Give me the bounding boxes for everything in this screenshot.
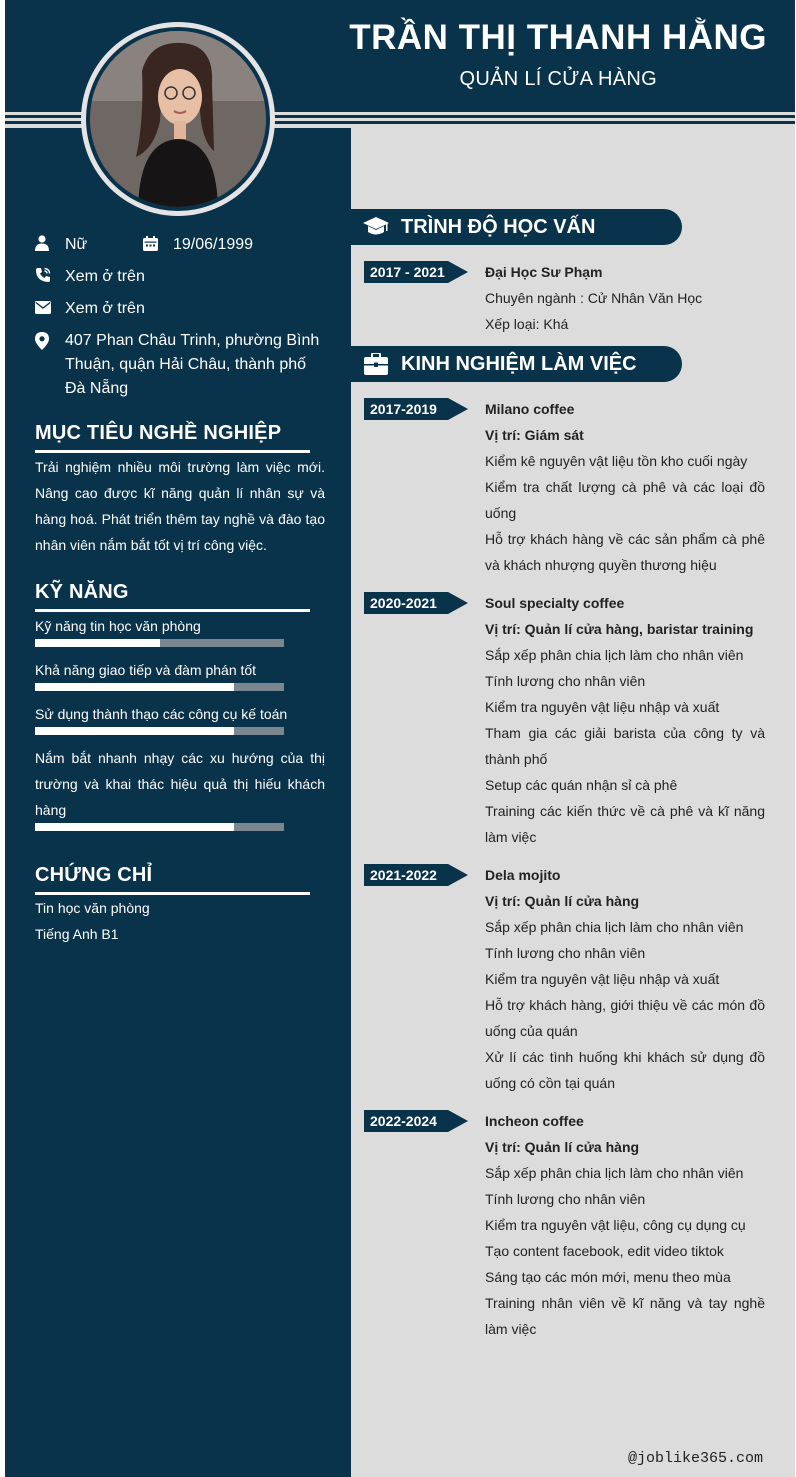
year-tag: [364, 864, 468, 886]
email-row: [35, 297, 145, 321]
skill-level-fill: [35, 727, 234, 735]
job-entry: [485, 590, 765, 850]
education-entry: [485, 259, 765, 337]
birthday-row: [143, 233, 253, 257]
skill-level-bar: [35, 727, 284, 735]
gender-row: [35, 233, 87, 257]
skill-level-bar: [35, 823, 284, 831]
briefcase-icon: [351, 353, 401, 375]
job-duty: Tính lương cho nhân viên: [485, 1191, 646, 1207]
sidebar: [5, 128, 351, 1477]
job-duty: Training các kiến thức về cà phê và kĩ năng làm việc: [485, 803, 765, 845]
skills-underline: [35, 609, 310, 612]
year-tag: [364, 261, 468, 283]
company-name: Soul specialty coffee: [485, 595, 625, 611]
skill-label: Kỹ năng tin học văn phòng: [35, 618, 201, 634]
job-title: QUẢN LÍ CỬA HÀNG: [459, 68, 657, 90]
job-duty: Training nhân viên về kĩ năng và tay nghề làm việc: [485, 1295, 765, 1337]
job-position: Vị trí: Quản lí cửa hàng: [485, 893, 640, 909]
phone-row: [35, 265, 145, 289]
school-name: Đại Học Sư Phạm: [485, 264, 603, 280]
resume-page: [5, 0, 795, 1477]
skill-label: Khả năng giao tiếp và đàm phán tốt: [35, 662, 257, 678]
job-duty: Sáng tạo các món mới, menu theo mùa: [485, 1269, 731, 1285]
job-duty: Tính lương cho nhân viên: [485, 945, 646, 961]
company-name: Dela mojito: [485, 867, 561, 883]
avatar-photo: [90, 31, 266, 207]
job-duty: Sắp xếp phân chia lịch làm cho nhân viên: [485, 647, 744, 663]
skill-label: Sử dụng thành thạo các công cụ kế toán: [35, 706, 288, 722]
location-pin-icon: [35, 329, 65, 353]
experience-section-header: [351, 346, 682, 382]
footer-credit: @joblike365.com: [627, 1450, 763, 1467]
objective-text: Trải nghiệm nhiều môi trường làm việc mới. Nâng cao được kĩ năng quản lí nhân sự và hàng hoá. Phát triển thêm tay nghề và đào tạo nhân viên nắm bắt tốt vị trí công việc.: [35, 459, 325, 553]
education-major: Chuyên ngành : Cử Nhân Văn Học: [485, 290, 703, 306]
phone-icon: [35, 265, 65, 285]
envelope-icon: [35, 297, 65, 317]
certificate-item: Tin học văn phòng: [35, 900, 150, 916]
objective-underline: [35, 450, 310, 453]
job-years: 2022-2024: [370, 1113, 437, 1129]
skills-heading: KỸ NĂNG: [35, 581, 129, 603]
skill-label: Nắm bắt nhanh nhạy các xu hướng của thị trường và khai thác hiệu quả thị hiếu khách hàng: [35, 750, 325, 818]
email-value: Xem ở trên: [65, 300, 145, 317]
company-name: Milano coffee: [485, 401, 575, 417]
birthday-value: 19/06/1999: [173, 236, 254, 253]
job-duty: Kiểm tra chất lượng cà phê và các loại đồ uống: [485, 479, 765, 521]
job-entry: [485, 862, 765, 1096]
year-tag: [364, 592, 468, 614]
skill-level-fill: [35, 683, 234, 691]
job-duty: Setup các quán nhận sỉ cà phê: [485, 777, 678, 793]
job-duty: Xử lí các tình huống khi khách sử dụng đồ uống có cồn tại quán: [485, 1049, 765, 1091]
education-grade: Xếp loại: Khá: [485, 316, 569, 332]
graduation-cap-icon: [351, 216, 401, 238]
company-name: Incheon coffee: [485, 1113, 584, 1129]
calendar-icon: [143, 233, 173, 253]
person-icon: [35, 233, 65, 253]
skill-level-bar: [35, 683, 284, 691]
job-duty: Kiểm tra nguyên vật liệu nhập và xuất: [485, 971, 720, 987]
job-entry: [485, 1108, 765, 1342]
experience-heading: KINH NGHIỆM LÀM VIỆC: [401, 352, 637, 375]
year-tag: [364, 1110, 468, 1132]
job-years: 2021-2022: [370, 867, 437, 883]
job-duty: Kiểm kê nguyên vật liệu tồn kho cuối ngày: [485, 453, 748, 469]
skill-level-fill: [35, 823, 234, 831]
job-years: 2020-2021: [370, 595, 437, 611]
job-position: Vị trí: Quản lí cửa hàng, baristar training: [485, 621, 754, 637]
job-duty: Hỗ trợ khách hàng về các sản phẩm cà phê và khách nhượng quyền thương hiệu: [485, 531, 765, 573]
objective-heading: MỤC TIÊU NGHỀ NGHIỆP: [35, 422, 282, 444]
candidate-name: TRẦN THỊ THANH HẰNG: [349, 18, 767, 57]
education-heading: TRÌNH ĐỘ HỌC VẤN: [401, 215, 596, 238]
job-duty: Tính lương cho nhân viên: [485, 673, 646, 689]
skill-level-fill: [35, 639, 160, 647]
skill-level-bar: [35, 639, 284, 647]
job-years: 2017-2019: [370, 401, 437, 417]
avatar-inner-ring: [86, 27, 270, 211]
year-tag: [364, 398, 468, 420]
job-duty: Sắp xếp phân chia lịch làm cho nhân viên: [485, 919, 744, 935]
job-entry: [485, 396, 765, 578]
avatar-frame: [81, 22, 275, 216]
job-duty: Sắp xếp phân chia lịch làm cho nhân viên: [485, 1165, 744, 1181]
job-duty: Tham gia các giải barista của công ty và thành phố: [485, 725, 765, 767]
gender-value: Nữ: [65, 236, 88, 253]
certificate-item: Tiếng Anh B1: [35, 926, 119, 942]
job-duty: Kiểm tra nguyên vật liệu nhập và xuất: [485, 699, 720, 715]
address-value: 407 Phan Châu Trinh, phường Bình Thuận, quận Hải Châu, thành phố Đà Nẵng: [65, 332, 320, 397]
job-position: Vị trí: Giám sát: [485, 427, 584, 443]
certificates-heading: CHỨNG CHỈ: [35, 864, 153, 886]
education-years: 2017 - 2021: [370, 264, 445, 280]
phone-value: Xem ở trên: [65, 268, 145, 285]
job-position: Vị trí: Quản lí cửa hàng: [485, 1139, 640, 1155]
certificates-underline: [35, 892, 310, 895]
job-duty: Hỗ trợ khách hàng, giới thiệu về các món đồ uống của quán: [485, 997, 765, 1039]
education-section-header: [351, 209, 682, 245]
job-duty: Tạo content facebook, edit video tiktok: [485, 1243, 724, 1259]
job-duty: Kiểm tra nguyên vật liệu, công cụ dụng cụ: [485, 1217, 746, 1233]
address-row: [35, 329, 327, 401]
